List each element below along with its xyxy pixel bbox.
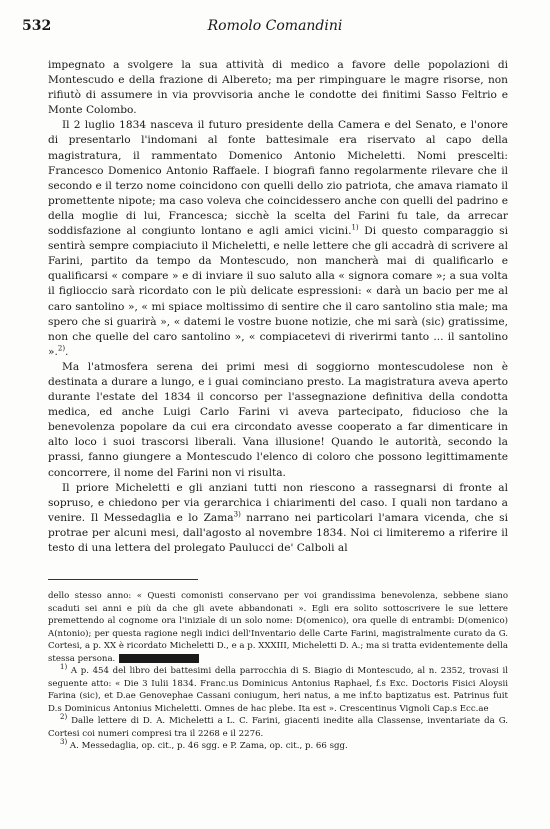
footnote-text: dello stesso anno: « Questi comonisti conservano per voi grandissima benevolenza, sebbene siano scaduti sei anni e più da che gli avete abbandonati ». Egli era solito sottoscrivere le sue lettere premettendo al cognome ora l'iniziale di un solo nome: D(omenico), ora quelle di entrambi: D(omenico) A(ntonio); per questa ragione negli indici dell'Inventario delle Carte Farini, magistralmente curato da G. Cortesi, a p. XX è ricordato Micheletti D., e a p. XXXIII, Micheletti D. A.; ma si tratta evidentemente della stessa persona.: [48, 591, 508, 664]
footnote-ref: 2): [57, 344, 66, 353]
paragraph-text: Il 2 luglio 1834 nasceva il futuro presidente della Camera e del Senato, e l'onore di presentarlo l'indomani al fonte battesimale era riservato al capo della magistratura, il rammentato Domenico Antonio Micheletti. Nomi prescelti: Francesco Domenico Antonio Raffaele. I biografi fanno regolarmente rilevare che il secondo e il terzo nome coincidono con quelli dello zio patriota, che amava riamato il promettente nipote; ma caso voleva che coincidessero anche con quelli del padrino e della moglie di lui, Francesca; sicchè la scelta del Farini fu tale, da arrecar soddisfazione al congiunto lontano e agli amici vicini.: [48, 119, 508, 238]
paragraph-text: Il priore Micheletti e gli anziani tutti non riescono a rassegnarsi di fronte al sopruso, e chiedono per via gerarchica i chiarimenti del caso. I quali non tardano a venire. Il Messedaglia e lo Zama: [48, 481, 508, 524]
footnote: [48, 740, 508, 753]
footnote: [48, 665, 508, 715]
footnote: [48, 715, 508, 740]
footnote-ref: 1): [351, 223, 359, 232]
paragraph-text: Di questo comparaggio si sentirà sempre compiaciuto il Micheletti, e nelle lettere che gli accadrà di scrivere al Farini, partito da tempo da Montescudo, non mancherà mai di qualificarlo e qualificarsi « compare » e di inviare il suo saluto alla « signora comare »; a sua volta il figlioccio sarà ricordato con le più delicate espressioni: « darà un bacio per me al caro santolino », « mi spiace moltissimo di sentire che il caro santolino stia male; ma spero che si guarirà », « datemi le vostre buone notizie, che mi sarà (sic) gratissime, non che quelle del caro santolino », « compiacetevi di riverirmi tanto ... il santolino ».: [48, 225, 508, 358]
footnote-mark: 3): [60, 738, 68, 747]
paragraph: Ma l'atmosfera serena dei primi mesi di soggiorno montescudolese non è destinata a durare a lungo, e i guai cominciano presto. La magistratura aveva aperto durante l'estate del 1834 il concorso per l'assegnazione definitiva della condotta medica, ed anche Luigi Carlo Farini vi aveva partecipato, fiducioso che la benevolenza popolare da cui era circondato avesse cooperato a far dimenticare in alto loco i suoi trascorsi liberali. Vana illusione! Quando le autorità, secondo la prassi, fanno giungere a Montescudo l'elenco di coloro che possono legittimamente concorrere, il nome del Farini non vi risulta.: [48, 360, 508, 479]
paragraph-text: narrano nei particolari l'amara vicenda, che si protrae per alcuni mesi, dall'agosto al novembre 1834. Noi ci limiteremo a riferire il testo di una lettera del prolegato Paulucci de' Calboli al: [48, 511, 508, 554]
running-title: Romolo Comandini: [207, 18, 343, 34]
footnote-text: Dalle lettere di D. A. Micheletti a L. C. Farini, giacenti inedite alla Classense, inventariate da G. Cortesi coi numeri compresi tra il 2268 e il 2276.: [48, 716, 508, 739]
footnote-text: A p. 454 del libro dei battesimi della parrocchia di S. Biagio di Montescudo, al n. 2352, trovasi il seguente atto: « Die 3 Iulii 1834. Franc.us Dominicus Antonius Raphael, f.s Exc. Doctoris Fisici Aloysii Farina (sic), et D.ae Genovephae Cassani coniugum, heri natus, a me inf.to baptizatus est. Patrinus fuit D.s Dominicus Antonius Micheletti. Omnes de hac plebe. Ita est ». Crescentinus Vignoli Cap.s Ecc.ae: [48, 666, 508, 714]
paragraph-text: .: [65, 345, 69, 358]
page-number: 532: [22, 18, 52, 34]
footnote-ref: 3): [233, 510, 241, 519]
paragraph: impegnato a svolgere la sua attività di medico a favore delle popolazioni di Montescudo e della frazione di Albereto; ma per rimpinguare le magre risorse, non rifiutò di assumere in via provvisoria anche le condotte dei finitimi Sasso Feltrio e Monte Colombo.: [48, 59, 508, 117]
paragraph: [48, 118, 508, 360]
main-text: [48, 58, 508, 556]
page-header: [22, 18, 528, 42]
footnote-rule: [48, 579, 198, 580]
footnote-continuation: [48, 590, 508, 665]
footnote-mark: 1): [60, 663, 68, 672]
footnotes: [48, 590, 508, 753]
footnote-text: A. Messedaglia, op. cit., p. 46 sgg. e P. Zama, op. cit., p. 66 sgg.: [67, 741, 348, 751]
footnote-mark: 2): [60, 713, 68, 722]
paragraph: [48, 481, 508, 556]
redaction-mark: [119, 654, 199, 663]
